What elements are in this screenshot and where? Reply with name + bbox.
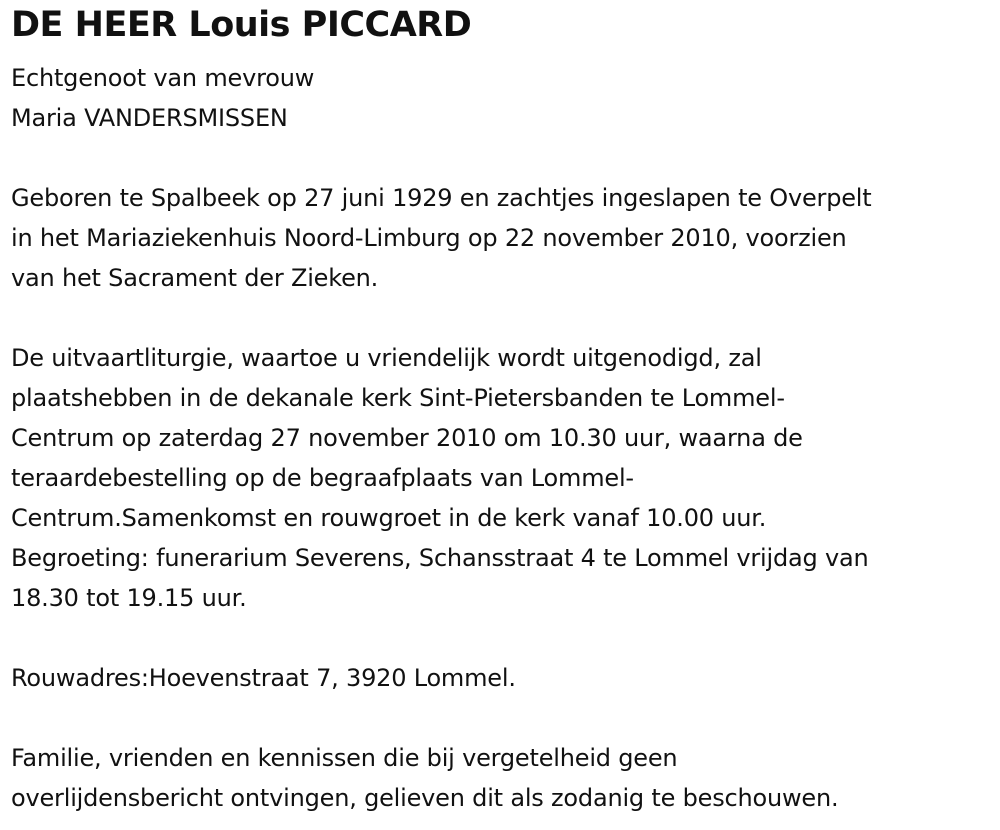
notice-title: DE HEER Louis PICCARD xyxy=(11,5,472,45)
paragraph-gap xyxy=(11,618,991,658)
closing-line: overlijdensbericht ontvingen, gelieven dit als zodanig te beschouwen. xyxy=(11,784,839,812)
spouse-line: Echtgenoot van mevrouw xyxy=(11,64,315,92)
funeral-line: teraardebestelling op de begraafplaats van Lommel- xyxy=(11,464,634,492)
funeral-line: Centrum.Samenkomst en rouwgroet in de kerk vanaf 10.00 uur. xyxy=(11,504,767,532)
funeral-line: 18.30 tot 19.15 uur. xyxy=(11,584,247,612)
birth-death-line: van het Sacrament der Zieken. xyxy=(11,264,379,292)
funeral-line: De uitvaartliturgie, waartoe u vriendelijk wordt uitgenodigd, zal xyxy=(11,344,762,372)
funeral-line: Centrum op zaterdag 27 november 2010 om 10.30 uur, waarna de xyxy=(11,424,803,452)
funeral-line: Begroeting: funerarium Severens, Schansstraat 4 te Lommel vrijdag van xyxy=(11,544,869,572)
closing-paragraph xyxy=(11,738,991,818)
paragraph-gap xyxy=(11,138,991,178)
birth-death-line: Geboren te Spalbeek op 27 juni 1929 en zachtjes ingeslapen te Overpelt xyxy=(11,184,872,212)
birth-death-paragraph xyxy=(11,178,991,298)
address-paragraph xyxy=(11,658,991,698)
funeral-line: plaatshebben in de dekanale kerk Sint-Pietersbanden te Lommel- xyxy=(11,384,785,412)
paragraph-gap xyxy=(11,298,991,338)
closing-line: Familie, vrienden en kennissen die bij vergetelheid geen xyxy=(11,744,678,772)
death-notice xyxy=(11,0,991,818)
spouse-line: Maria VANDERSMISSEN xyxy=(11,104,288,132)
spouse-paragraph xyxy=(11,58,991,138)
mourning-address: Rouwadres:Hoevenstraat 7, 3920 Lommel. xyxy=(11,664,516,692)
birth-death-line: in het Mariaziekenhuis Noord-Limburg op 22 november 2010, voorzien xyxy=(11,224,847,252)
funeral-paragraph xyxy=(11,338,991,618)
paragraph-gap xyxy=(11,698,991,738)
